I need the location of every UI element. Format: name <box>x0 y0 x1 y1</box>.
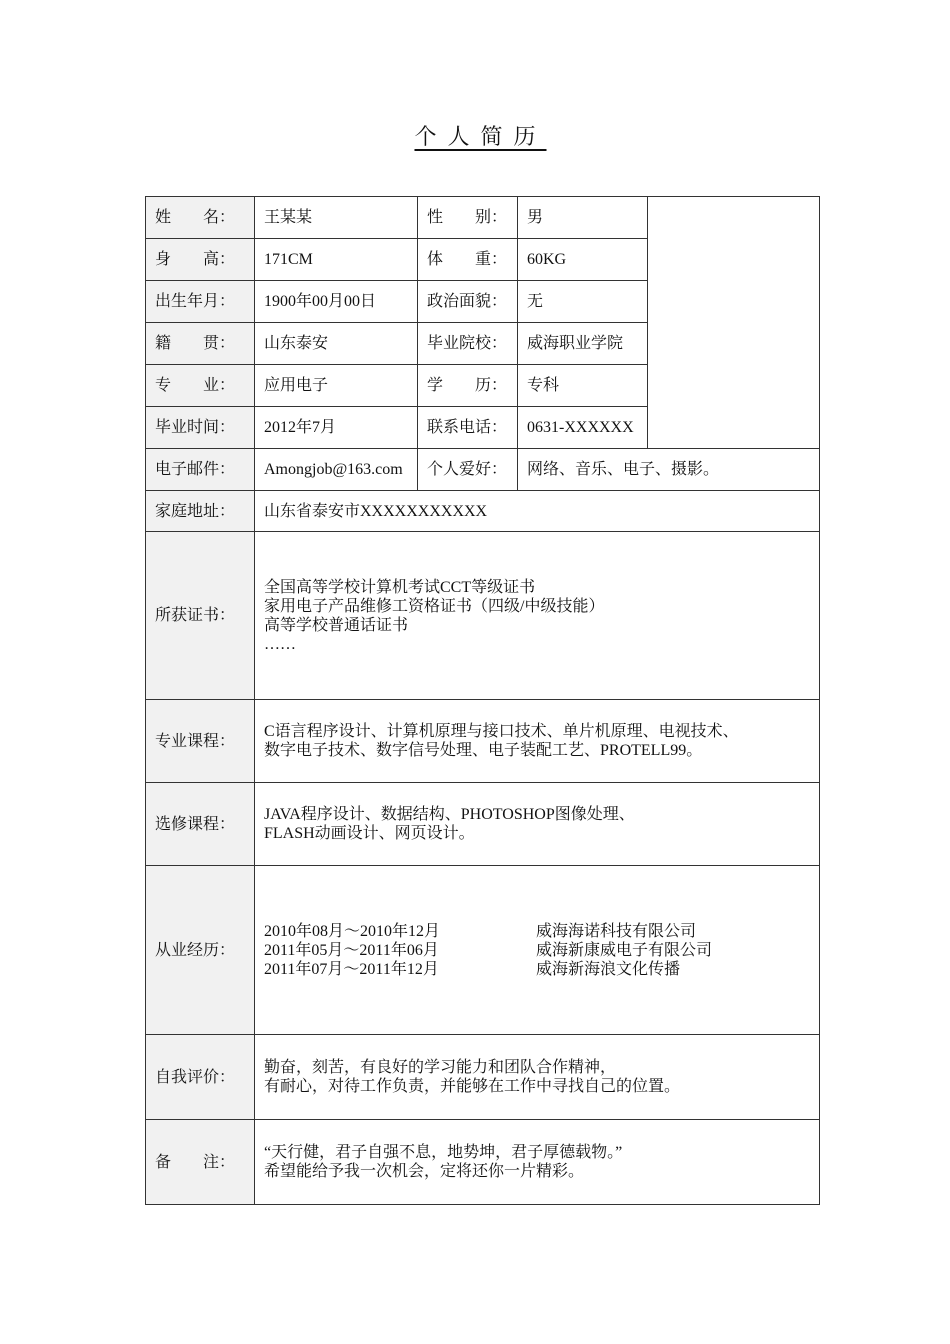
remarks-line: 希望能给予我一次机会，定将还你一片精彩。 <box>264 1163 585 1180</box>
row-remarks <box>146 1120 820 1205</box>
certificate-line: 家用电子产品维修工资格证书（四级/中级技能） <box>264 597 605 615</box>
school-label: 毕业院校： <box>418 323 518 365</box>
education-value: 专科 <box>518 365 648 407</box>
elective-line: JAVA程序设计、数据结构、PHOTOSHOP图像处理、 <box>264 806 635 823</box>
row-name <box>146 197 820 239</box>
political-label: 政治面貌： <box>418 281 518 323</box>
experience-company: 威海新海浪文化传播 <box>536 960 681 978</box>
course-line: 数字电子技术、数字信号处理、电子装配工艺、PROTELL99。 <box>264 742 703 759</box>
row-email <box>146 449 820 491</box>
remarks-label: 备 注： <box>146 1120 255 1205</box>
experience-date: 2011年07月～2011年12月 <box>264 960 439 978</box>
experience-company: 威海海诺科技有限公司 <box>536 922 697 940</box>
remarks-line: “天行健，君子自强不息，地势坤，君子厚德载物。” <box>264 1144 623 1161</box>
hometown-label: 籍 贯： <box>146 323 255 365</box>
name-value: 王某某 <box>255 197 418 239</box>
row-address <box>146 491 820 532</box>
experience-content <box>255 866 820 1035</box>
self-eval-label: 自我评价： <box>146 1035 255 1120</box>
height-value: 171CM <box>255 239 418 281</box>
experience-label: 从业经历： <box>146 866 255 1035</box>
electives-label: 选修课程： <box>146 783 255 866</box>
experience-date: 2011年05月～2011年06月 <box>264 941 439 959</box>
gender-value: 男 <box>518 197 648 239</box>
education-label: 学 历： <box>418 365 518 407</box>
row-experience <box>146 866 820 1035</box>
grad-time-value: 2012年7月 <box>255 407 418 449</box>
certificates-content <box>255 532 820 700</box>
weight-value: 60KG <box>518 239 648 281</box>
hobby-value: 网络、音乐、电子、摄影。 <box>518 449 820 491</box>
certificates-label: 所获证书： <box>146 532 255 700</box>
certificate-line: 全国高等学校计算机考试CCT等级证书 <box>264 578 536 596</box>
birth-label: 出生年月： <box>146 281 255 323</box>
political-value: 无 <box>518 281 648 323</box>
name-label: 姓 名： <box>146 197 255 239</box>
page-title <box>0 120 950 151</box>
photo-area <box>648 197 820 449</box>
certificate-line: 高等学校普通话证书 <box>264 616 409 634</box>
row-self-eval <box>146 1035 820 1120</box>
row-certificates <box>146 532 820 700</box>
self-eval-line: 勤奋，刻苦，有良好的学习能力和团队合作精神， <box>264 1059 617 1076</box>
experience-company: 威海新康威电子有限公司 <box>536 941 713 959</box>
email-value: Amongjob@163.com <box>255 449 418 491</box>
remarks-content <box>255 1120 820 1205</box>
experience-item <box>264 960 819 979</box>
self-eval-line: 有耐心，对待工作负责，并能够在工作中寻找自己的位置。 <box>264 1078 681 1095</box>
course-line: C语言程序设计、计算机原理与接口技术、单片机原理、电视技术、 <box>264 723 739 740</box>
courses-content <box>255 700 820 783</box>
email-label: 电子邮件： <box>146 449 255 491</box>
row-electives <box>146 783 820 866</box>
grad-time-label: 毕业时间： <box>146 407 255 449</box>
hobby-label: 个人爱好： <box>418 449 518 491</box>
experience-date: 2010年08月～2010年12月 <box>264 922 441 940</box>
experience-item <box>264 941 819 960</box>
certificate-line: …… <box>264 635 296 653</box>
gender-label: 性 别： <box>418 197 518 239</box>
birth-value: 1900年00月00日 <box>255 281 418 323</box>
height-label: 身 高： <box>146 239 255 281</box>
self-eval-content <box>255 1035 820 1120</box>
resume-table <box>145 196 820 1205</box>
weight-label: 体 重： <box>418 239 518 281</box>
elective-line: FLASH动画设计、网页设计。 <box>264 825 475 842</box>
phone-label: 联系电话： <box>418 407 518 449</box>
phone-value: 0631-XXXXXX <box>518 407 648 449</box>
address-value: 山东省泰安市XXXXXXXXXXX <box>255 491 820 532</box>
major-value: 应用电子 <box>255 365 418 407</box>
courses-label: 专业课程： <box>146 700 255 783</box>
hometown-value: 山东泰安 <box>255 323 418 365</box>
major-label: 专 业： <box>146 365 255 407</box>
row-courses <box>146 700 820 783</box>
address-label: 家庭地址： <box>146 491 255 532</box>
electives-content <box>255 783 820 866</box>
school-value: 威海职业学院 <box>518 323 648 365</box>
title-text: 个人简历 <box>414 124 547 149</box>
experience-item <box>264 922 819 941</box>
